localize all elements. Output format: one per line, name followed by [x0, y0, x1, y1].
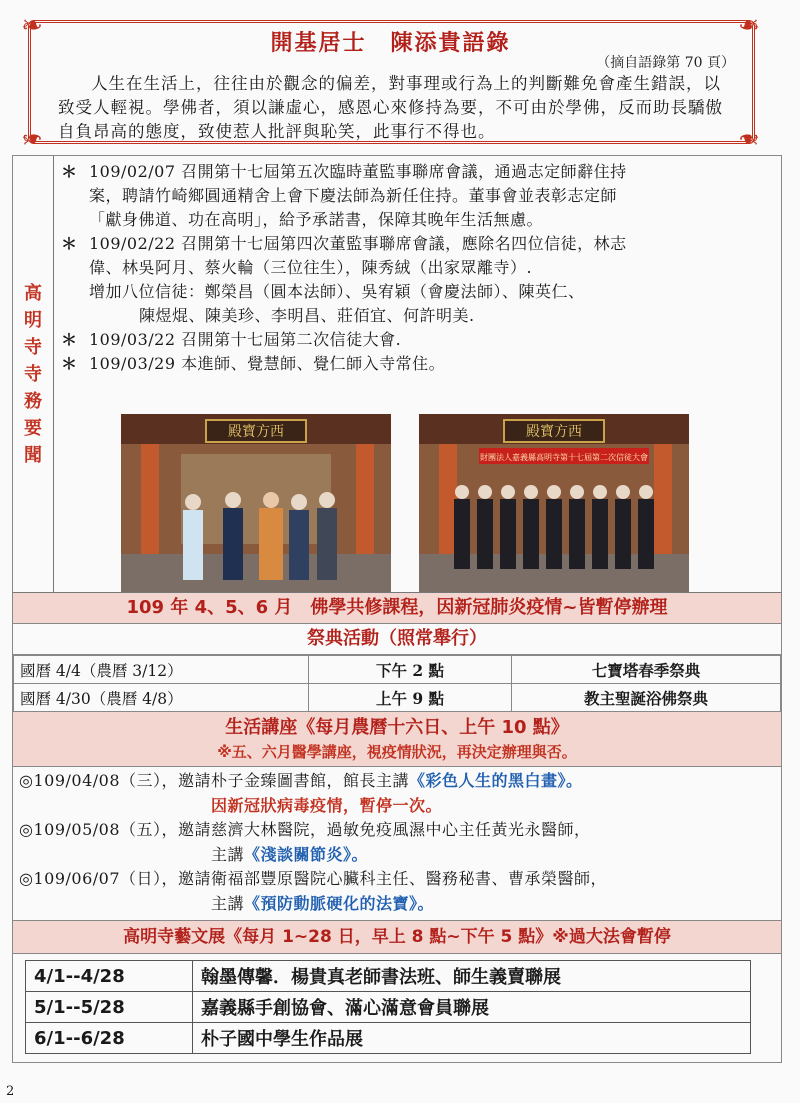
star-bullet: ＊: [61, 162, 78, 181]
ceremony-date: 國曆 4/30（農曆 4/8）: [14, 684, 309, 712]
lecture-note: 因新冠狀病毒疫情，暫停一次。: [211, 795, 443, 815]
course-notice: 109 年 4、5、6 月 佛學共修課程，因新冠肺炎疫情~皆暫停辦理: [13, 593, 781, 624]
exhibit-date: 6/1--6/28: [26, 1023, 193, 1054]
exhibit-title: 嘉義縣手創協會、滿心滿意會員聯展: [193, 992, 751, 1023]
lecture-list: [13, 767, 781, 921]
news-line: 109/02/22 召開第十七屆第四次董監事聯席會議，應除名四位信徒，林志: [89, 234, 627, 253]
lecture-text: ◎109/05/08（五），邀請慈濟大林醫院，過敏免疫風濕中心主任黃光永醫師，: [19, 820, 591, 839]
exhibit-heading: 高明寺藝文展《每月 1~28 日，早上 8 點~下午 5 點》※過大法會暫停: [13, 921, 781, 954]
main-table: [12, 155, 782, 1063]
ceremony-heading: 祭典活動（照常舉行）: [13, 624, 781, 655]
lecture-topic: 《彩色人生的黑白畫》。: [409, 771, 583, 790]
lecture-item: [19, 769, 775, 794]
ceremony-table: [13, 655, 781, 712]
photo-1-plaque: 殿寶方西: [228, 424, 284, 440]
news-line: 109/02/07 召開第十七屆第五次臨時董監事聯席會議，通過志定師辭住持: [89, 162, 627, 181]
lecture-text: ◎109/04/08（三），邀請朴子金臻圖書館，館長主講: [19, 771, 410, 790]
exhibit-date: 4/1--4/28: [26, 961, 193, 992]
news-line: 偉、林吳阿月、蔡火輪（三位往生），陳秀絨（出家眾離寺）.: [89, 258, 533, 277]
lecture-heading: 生活講座《每月農曆十六日、上午 10 點》: [225, 717, 569, 738]
news-item: [61, 160, 773, 232]
lecture-topic: 《預防動脈硬化的法寶》。: [244, 893, 435, 913]
quote-source: （摘自語錄第 70 頁）: [596, 55, 735, 71]
news-line: 「獻身佛道、功在高明」，給予承諾書，保障其晚年生活無慮。: [89, 210, 544, 229]
exhibit-title: 翰墨傳馨．楊貴真老師書法班、師生義賣聯展: [193, 961, 751, 992]
news-list: [61, 160, 773, 376]
news-line: 增加八位信徒：鄭榮昌（圓本法師）、吳宥穎（會慶法師）、陳英仁、: [89, 282, 585, 301]
quote-body: 人生在生活上，往往由於觀念的偏差，對事理或行為上的判斷難免會產生錯誤，以致受人輕視。學佛者，須以謙虛心，感恩心來修持為要，不可由於學佛，反而助長驕傲自負昂高的態度，致使惹人批評與恥笑，此事行不得也。: [58, 74, 723, 141]
lecture-text: 主講: [211, 844, 245, 864]
ceremony-date: 國曆 4/4（農曆 3/12）: [14, 656, 309, 684]
lecture-item: [19, 818, 775, 867]
page-number: 2: [6, 1084, 15, 1099]
table-row: [26, 961, 751, 992]
exhibit-wrapper: [13, 954, 781, 1062]
ceremony-time: 上午 9 點: [309, 684, 512, 712]
side-char: 要: [24, 417, 42, 439]
exhibit-title: 朴子國中學生作品展: [193, 1023, 751, 1054]
lecture-text: 主講: [211, 893, 245, 913]
corner-ornament-icon: ❧: [21, 123, 43, 153]
photo-row: [121, 414, 761, 592]
news-line: 陳煜焜、陳美珍、李明昌、莊佰宜、何許明美.: [139, 306, 475, 325]
temple-photo-2: [419, 414, 689, 592]
photo-2-image: [419, 414, 689, 592]
corner-ornament-icon: ❧: [21, 11, 43, 41]
temple-news-label: [13, 156, 54, 592]
table-row: [14, 656, 781, 684]
photo-1-image: [121, 414, 391, 592]
temple-photo-1: [121, 414, 391, 592]
lecture-topic: 《淺談關節炎》。: [244, 844, 369, 864]
news-item: [61, 328, 773, 352]
star-bullet: ＊: [61, 354, 78, 373]
side-char: 寺: [24, 336, 42, 358]
table-row: [14, 684, 781, 712]
side-char: 高: [24, 282, 42, 304]
lecture-item: [19, 867, 775, 916]
temple-news-section: [13, 156, 781, 593]
lecture-subheading: ※五、六月醫學講座，視疫情狀況，再決定辦理與否。: [217, 743, 577, 761]
side-char: 務: [24, 390, 42, 412]
news-line: 案，聘請竹崎鄉圓通精舍上會下慶法師為新任住持。董事會並表彰志定師: [89, 186, 618, 205]
exhibit-table: [25, 960, 751, 1054]
news-line: 109/03/22 召開第十七屆第二次信徒大會.: [89, 330, 402, 349]
lecture-text: ◎109/06/07（日），邀請衛福部豐原醫院心臟科主任、醫務秘書、曹承榮醫師，: [19, 869, 608, 888]
news-item: [61, 352, 773, 376]
news-item: [61, 232, 773, 328]
table-row: [26, 992, 751, 1023]
photo-2-banner: 財團法人嘉義縣高明寺第十七屆第二次信徒大會: [480, 453, 648, 462]
table-row: [26, 1023, 751, 1054]
star-bullet: ＊: [61, 330, 78, 349]
corner-ornament-icon: ❧: [738, 11, 760, 41]
quote-title: 開基居士 陳添貴語錄: [270, 31, 511, 56]
photo-2-plaque: 殿寶方西: [526, 424, 582, 440]
exhibit-date: 5/1--5/28: [26, 992, 193, 1023]
ceremony-time: 下午 2 點: [309, 656, 512, 684]
ceremony-event: 七寶塔春季祭典: [512, 656, 781, 684]
side-char: 明: [24, 309, 42, 331]
news-line: 109/03/29 本進師、覺慧師、覺仁師入寺常住。: [89, 354, 446, 373]
quote-header: [18, 11, 763, 153]
lecture-header: [13, 712, 781, 767]
ceremony-event: 教主聖誕浴佛祭典: [512, 684, 781, 712]
side-char: 寺: [24, 363, 42, 385]
star-bullet: ＊: [61, 234, 78, 253]
side-char: 聞: [24, 444, 42, 466]
corner-ornament-icon: ❧: [738, 123, 760, 153]
